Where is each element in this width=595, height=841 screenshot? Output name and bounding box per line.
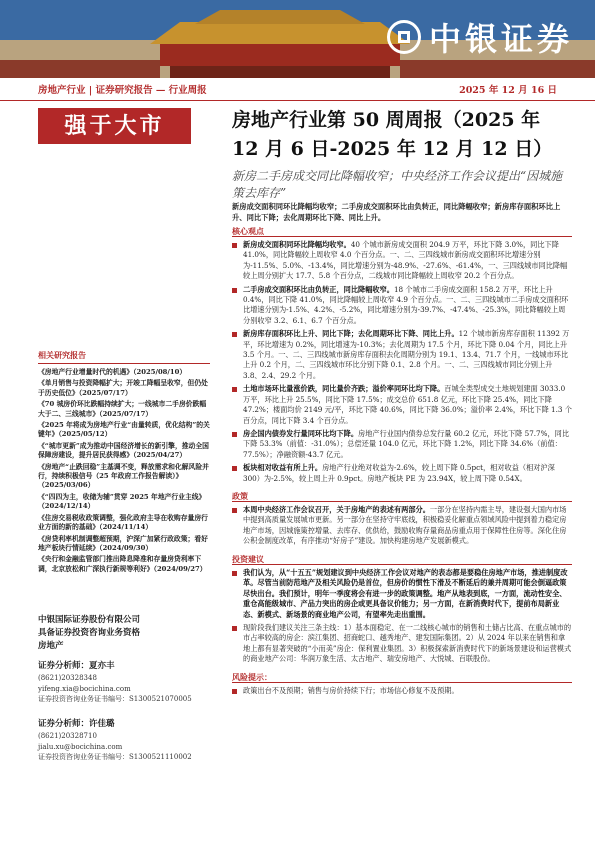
bullet-lead: 我们认为，从“十五五”规划建议到中央经济工作会议对地产的表态都是要稳住房地产市场，推进制度改革。尽管当前防范地产及相关风险仍是首位，但房价的惯性下滑及不断延后的兼并周期可能会倒逼政策尽快出台。我们预计，明年一季度将会有进一步的政策调整。地产从地表到底，一方面，流动性安全、重仓高能级城市、产品力突出的房企或更具备议价能力；另一方面，在新消费时代下，提前布局新业态、新模式、新场景的商业地产公司，有望率先走出重围。 [243, 568, 568, 619]
analyst-phone: (8621)20328348 [38, 674, 97, 682]
palace-base [170, 66, 390, 78]
org-qualification: 具备证券投资咨询业务资格 [38, 628, 141, 638]
breadcrumb: 房地产行业 | 证券研究报告 — 行业周报 [38, 85, 207, 96]
bullet-text [243, 505, 572, 547]
palace-wall [160, 44, 400, 66]
invest-divider [232, 564, 572, 565]
bullet-item [232, 686, 572, 696]
bullet-item [232, 384, 572, 426]
analyst-email[interactable]: yifeng.xia@bocichina.com [38, 684, 131, 693]
bullet-item [232, 623, 572, 665]
left-wall [0, 60, 160, 78]
bullet-text [243, 623, 572, 665]
header-banner [0, 0, 595, 78]
summary-text: 新房成交面积同环比降幅均收窄；二手房成交面积环比由负转正，同比降幅收窄；新房库存面积环比上升、同比下降；去化周期环比下降、同比上升。 [232, 202, 561, 222]
bullet-body: 政策出台不及预期；销售与房价持续下行；市场信心修复不及预期。 [243, 686, 459, 695]
risk-heading: 风险提示： [232, 672, 272, 682]
page-title: 房地产行业第 50 周周报（2025 年 12 月 6 日-2025 年 12 月 12 日） [232, 109, 553, 160]
org-industry: 房地产 [38, 641, 64, 651]
core-heading: 核心观点 [232, 226, 264, 236]
related-report-item[interactable]: 《70 城房价环比跌幅持续扩大；一线城市二手房价跌幅大于二、三线城市》（2025/07/17） [38, 400, 207, 418]
org-name: 中银国际证券股份有限公司 [38, 615, 141, 625]
related-report-item[interactable]: 《2025 年将成为房地产行业“由量转质，优化结构”的关键年》（2025/05/12） [38, 421, 210, 439]
bullet-body: 现阶段我们建议关注三条主线：1）基本面稳定、在一二线核心城市的销售和土储占比高、在重点城市的市占率较高的房企：滨江集团、招商蛇口、越秀地产、建发国际集团。2）从 2024 年以来在销售和拿地上都有显著突破的“小而美”房企：保利置业集团。3）积极探索新消费时代下的新场景建设和运营模式的商业地产公司：华润万象生活、太古地产、瑞安房地产、大悦城、百联股份。 [243, 623, 572, 664]
report-date: 2025 年 12 月 16 日 [459, 85, 557, 96]
palace-upper-roof [195, 10, 365, 24]
related-report-item[interactable]: 《房地产“止跌回稳”主基调不变，释放需求和化解风险并行，持续积极信号（25 年政府工作报告解读）》（2025/03/06） [38, 462, 209, 490]
bullet-text [243, 384, 572, 426]
bullet-text [243, 463, 572, 484]
related-report-item[interactable]: 《住房交易税收政策调整，强化政府主导在收购存量房行业方面的新的基础》（2024/11/14） [38, 513, 208, 532]
bullet-lead: 板块相对收益有所上升。 [243, 463, 323, 473]
analyst-1 [38, 660, 218, 705]
bullet-body: 40 个城市新房成交面积 204.9 万平，环比下降 3.0%，同比下降 41.0%，同比降幅较上周收窄 4.0 个百分点。一、二、三四线城市新房成交面积环比增速分别为-11.5%、5.0%、-13.4%，同比增速分别为-48.9%、-27.6%、-61.4%，一、三四线城市同比降幅较上周分别扩大 17.7、5.8 个百分点，二线城市同比降幅较上周收窄 20.2 个百分点。 [243, 240, 568, 281]
bullet-item [232, 285, 572, 327]
bullet-lead: 本周中央经济工作会议召开，关于房地产的表述有两部分。 [243, 505, 430, 514]
related-report-item[interactable]: 《“城市更新”成为推动中国经济增长的新引擎，推动全国保障房建设，提升居民获得感》（2025/04/27） [38, 441, 209, 460]
core-points-list [232, 240, 572, 487]
related-reports [38, 350, 210, 576]
bullet-lead: 房企国内债券发行量同环比均下降。 [243, 428, 359, 438]
bullet-item [232, 329, 572, 381]
bullet-marker [232, 508, 237, 513]
related-report-item[interactable]: 《央行和金融监管部门推出降息降准和存量房贷利率下调，北京放松和广深执行新规等利好》（2024/09/27） [38, 555, 207, 573]
analyst-email[interactable]: jialu.xu@bocichina.com [38, 742, 123, 751]
bullet-lead: 二手房成交面积环比由负转正，同比降幅收窄。 [243, 284, 394, 294]
analyst-label: 证券分析师：夏亦丰 [38, 661, 115, 671]
bullet-item [232, 240, 572, 282]
policy-heading: 政策 [232, 491, 248, 501]
bullet-lead: 新房库存面积环比上升、同比下降；去化周期环比下降、同比上升。 [243, 329, 459, 339]
boc-logo-icon [387, 20, 421, 54]
risk-divider [232, 682, 572, 683]
bullet-lead: 土地市场环比量涨价跌，同比量价齐跌；溢价率同环比均下降。 [243, 384, 445, 394]
org-block [38, 614, 210, 653]
bullet-text [243, 686, 572, 696]
bullet-marker [232, 689, 237, 694]
bullet-body: 12 个城市新房库存面积 11392 万平，环比增速为 0.2%，同比增速为-10.3%；去化周期为 17.5 个月，环比下降 0.04 个月，同比上升 3.5 个月。一、二、三四线城市新房库存面积去化周期分别为 19.1、13.4、71.7 个月，一线城市环比上升 0.2 个月，二、三四线城市环比分别下降 0.1、2.8 个月。一、二、三四线城市同比分别上升 3.8、2.4、29.2 个月。 [243, 329, 570, 380]
bullet-marker [232, 243, 237, 248]
bullet-text [243, 568, 572, 620]
related-report-item[interactable]: 《房地产行业增量时代的机遇》（2025/08/10） [38, 368, 187, 376]
related-list [38, 368, 210, 574]
bullet-item [232, 505, 572, 547]
core-divider [232, 236, 572, 237]
bullet-item [232, 568, 572, 620]
bullet-body: 百城全类型成交土地规划建面 3033.0 万平，环比上升 25.5%，同比下降 17.5%；成交总价 651.8 亿元，环比下降 25.4%，同比下降 47.2%；楼面均价 2149 元/平，环比下降 40.6%，同比下降 36.0%；溢价率 2.4%，环比下降 1.3 个百分点，同比下降 3.4 个百分点。 [243, 384, 572, 425]
page-subtitle: 新房二手房成交同比降幅收窄；中央经济工作会议提出“因城施策去库存” [232, 169, 563, 200]
bullet-item [232, 429, 572, 460]
right-wall [400, 60, 595, 78]
bullet-marker [232, 432, 237, 437]
related-heading: 相关研究报告 [38, 350, 210, 364]
rating-badge: 强于大市 [38, 108, 191, 144]
bullet-text [243, 329, 572, 381]
related-report-item[interactable]: 《“四四为主，收储为辅”贯穿 2025 年地产行业主线》（2024/12/14） [38, 492, 206, 511]
meta-bar [0, 78, 595, 101]
analyst-cert: 证券投资咨询业务证书编号：S1300521070005 [38, 695, 192, 704]
analyst-cert: 证券投资咨询业务证书编号：S1300521110002 [38, 753, 192, 762]
bullet-body: 房地产行业国内债券总发行量 60.2 亿元，环比下降 57.7%，同比下降 53.3%（前值：-31.0%）；总偿还量 104.0 亿元，环比下降 1.2%，同比下降 34.6%（前值：77.5%）；净融资额-43.7 亿元。 [243, 428, 570, 459]
risk-list [232, 686, 572, 699]
policy-divider [232, 501, 572, 502]
bullet-marker [232, 466, 237, 471]
policy-list [232, 505, 572, 550]
bullet-body: 18 个城市二手房成交面积 158.2 万平，环比上升 0.4%，同比下降 41.0%，同比降幅较上周收窄 4.9 个百分点。一、二、三四线城市二手房成交面积环比增速分别为-1.5%、4.2%、-5.2%，同比增速分别为-39.7%、-47.4%、-25.3%，同比降幅较上周分别收窄 3.2、6.1、6.7 个百分点。 [243, 284, 569, 325]
analyst-phone: (8621)20328710 [38, 732, 97, 740]
bullet-marker [232, 288, 237, 293]
palace-roof [150, 22, 410, 44]
analyst-2 [38, 718, 218, 763]
related-report-item[interactable]: 《房贷利率机制调整超预期，沪深广加紧行政政策；看好地产板块行情延续》（2024/09/30） [38, 534, 208, 552]
related-report-item[interactable]: 《单月销售与投资降幅扩大；开竣工降幅呈收窄，但仍处于历史低位》（2025/07/17） [38, 379, 208, 397]
bullet-marker [232, 626, 237, 631]
analyst-label: 证券分析师：许佳璐 [38, 719, 115, 729]
bullet-body: 一部分在坚持内需主导，建设强大国内市场中提到高质量发展城市更新。另一部分在坚持守牢底线，积极稳妥化解重点领域风险中提到着力稳定房地产市场，因城施策控增量、去库存、优供给，鼓励收购存量商品房重点用于保障性住房等。深化住房公积金制度改革，有序推动“好房子”建设。加快构建房地产发展新模式。 [243, 505, 567, 546]
invest-heading: 投资建议 [232, 554, 264, 564]
bullet-marker [232, 332, 237, 337]
bullet-text [243, 285, 572, 327]
bullet-marker [232, 387, 237, 392]
brand-name: 中银证券 [428, 20, 573, 58]
bullet-marker [232, 571, 237, 576]
bullet-text [243, 429, 572, 460]
bullet-text [243, 240, 572, 282]
bullet-item [232, 463, 572, 484]
invest-list [232, 568, 572, 668]
brand-logo [387, 14, 573, 60]
bullet-lead: 新房成交面积同环比降幅均收窄。 [243, 240, 351, 249]
bullet-body: 房地产行业绝对收益为-2.6%，较上周下降 0.5pct，相对收益（相对沪深 300）为-2.5%，较上周上升 0.9pct。房地产板块 PE 为 23.94X，较上周下降 0.54X。 [243, 463, 555, 483]
